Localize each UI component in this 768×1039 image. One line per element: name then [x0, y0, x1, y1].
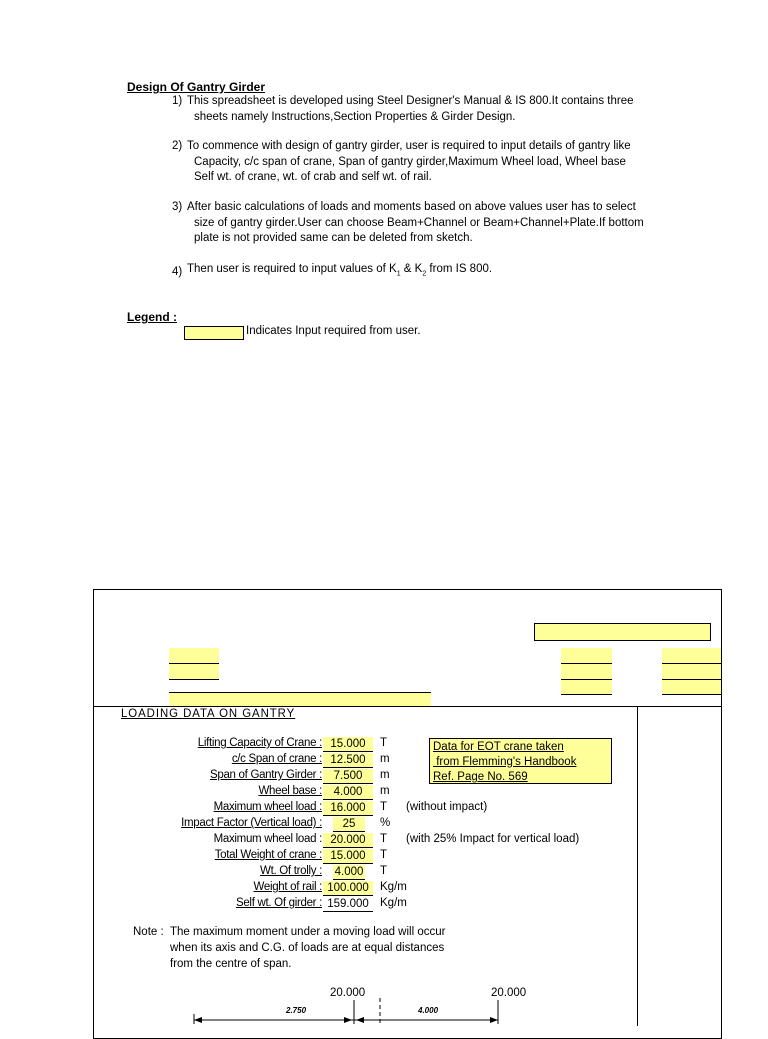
- table-row: [0, 833, 768, 849]
- instruction-number: 2): [172, 140, 183, 152]
- table-row: [0, 769, 768, 785]
- dimension-label-a: 2.750: [286, 1006, 307, 1015]
- right-wheel-load: 20.000: [491, 987, 527, 999]
- row-remark: (without impact): [406, 801, 488, 813]
- note-label: Note :: [133, 926, 164, 938]
- loading-data-table: [0, 737, 768, 912]
- note-line: when its axis and C.G. of loads are at equal distances: [170, 942, 445, 954]
- reference-line: Data for EOT crane taken: [433, 741, 564, 753]
- row-value-input[interactable]: 4.000: [323, 785, 373, 800]
- table-row: [0, 737, 768, 753]
- header-input-cell[interactable]: [561, 680, 612, 695]
- note-line: from the centre of span.: [170, 958, 292, 970]
- subscript: 1: [396, 270, 401, 278]
- table-row: [0, 865, 768, 881]
- row-unit: T: [380, 833, 388, 845]
- header-input-cell[interactable]: [169, 692, 431, 707]
- note-text: [170, 924, 445, 972]
- section-title: LOADING DATA ON GANTRY: [121, 706, 296, 720]
- document-title: Design Of Gantry Girder: [127, 80, 266, 94]
- row-value-input[interactable]: 15.000: [323, 849, 373, 864]
- row-value: 159.000: [323, 897, 373, 912]
- header-input-cell[interactable]: [662, 664, 721, 680]
- instruction-line: After basic calculations of loads and moments based on above values user has to select: [187, 201, 636, 213]
- instruction-number: 4): [172, 266, 183, 278]
- left-wheel-load: 20.000: [330, 987, 366, 999]
- row-value: 20.000: [323, 833, 373, 848]
- header-input-cell[interactable]: [662, 680, 721, 695]
- row-label: Weight of rail :: [253, 881, 322, 893]
- row-label: Maximum wheel load :: [213, 833, 322, 845]
- header-input-cell[interactable]: [561, 664, 612, 680]
- instruction-line: This spreadsheet is developed using Steel Designer's Manual & IS 800.It contains three: [187, 95, 634, 107]
- header-input-cell[interactable]: [662, 648, 721, 664]
- row-value-input[interactable]: 100.000: [323, 881, 373, 896]
- header-input-cell[interactable]: [169, 664, 219, 680]
- row-unit: m: [380, 753, 390, 765]
- arrow-head: [194, 1017, 202, 1023]
- header-input-cell[interactable]: [561, 648, 612, 664]
- row-label: Lifting Capacity of Crane :: [197, 737, 322, 749]
- table-row: [0, 817, 768, 833]
- instruction-number: 1): [172, 95, 183, 107]
- row-value-input[interactable]: 25: [333, 817, 365, 832]
- instruction-number: 3): [172, 201, 183, 213]
- row-unit: m: [380, 769, 390, 781]
- reference-note-box: [429, 738, 612, 784]
- subscript: 2: [422, 270, 427, 278]
- header-input-cell[interactable]: [534, 623, 711, 641]
- instruction-line: To commence with design of gantry girder, user is required to input details of gantry like: [187, 140, 631, 152]
- arrow-head: [490, 1017, 498, 1023]
- legend-input-swatch: [184, 326, 244, 340]
- instruction-line: sheets namely Instructions,Section Properties & Girder Design.: [194, 110, 516, 123]
- row-unit: m: [380, 785, 390, 797]
- row-label: Impact Factor (Vertical load) :: [181, 817, 322, 829]
- instruction-line: plate is not provided same can be deleted from sketch.: [194, 232, 473, 244]
- instruction-line: size of gantry girder.User can choose Beam+Channel or Beam+Channel+Plate.If bottom: [194, 216, 644, 229]
- row-value-input[interactable]: 16.000: [323, 801, 373, 816]
- dimension-label-b: 4.000: [418, 1006, 439, 1015]
- arrow-head: [356, 1017, 364, 1023]
- instruction-line: & K: [400, 263, 423, 275]
- note-line: The maximum moment under a moving load will occur: [170, 926, 446, 938]
- row-label: c/c Span of crane :: [231, 753, 322, 765]
- row-label: Total Weight of crane :: [214, 849, 322, 861]
- row-label: Wt. Of trolly :: [260, 865, 322, 877]
- row-label: Wheel base :: [258, 785, 322, 797]
- instruction-line: Capacity, c/c span of crane, Span of gantry girder,Maximum Wheel load, Wheel base: [194, 155, 626, 168]
- row-value-input[interactable]: 15.000: [323, 737, 373, 752]
- instruction-line: Self wt. of crane, wt. of crab and self wt. of rail.: [194, 171, 432, 183]
- table-row: [0, 881, 768, 897]
- instruction-line: from IS 800.: [426, 263, 493, 275]
- row-unit: T: [380, 737, 388, 749]
- row-value-input[interactable]: 4.000: [334, 866, 364, 878]
- row-unit: T: [380, 849, 388, 861]
- reference-line: from Flemming's Handbook: [433, 756, 577, 768]
- load-diagram: [180, 998, 520, 1024]
- row-label: Maximum wheel load :: [213, 801, 322, 813]
- row-label: Self wt. Of girder :: [235, 897, 322, 909]
- row-value-input[interactable]: 7.500: [323, 769, 373, 784]
- table-row: [0, 753, 768, 769]
- row-unit: Kg/m: [380, 881, 407, 893]
- reference-line: Ref. Page No. 569: [433, 771, 528, 783]
- table-row: [0, 801, 768, 817]
- arrow-head: [344, 1017, 352, 1023]
- table-row: [0, 849, 768, 865]
- legend-text: Indicates Input required from user.: [246, 325, 421, 337]
- row-label: Span of Gantry Girder :: [210, 769, 322, 781]
- table-row: [0, 897, 768, 913]
- row-unit: T: [380, 801, 388, 813]
- row-value-input[interactable]: 12.500: [323, 753, 373, 768]
- table-row: [0, 785, 768, 801]
- instruction-line: Then user is required to input values of K: [187, 263, 397, 275]
- row-unit: Kg/m: [380, 897, 407, 909]
- row-unit: T: [380, 865, 388, 877]
- header-input-cell[interactable]: [169, 648, 219, 664]
- row-remark: (with 25% Impact for vertical load): [406, 833, 580, 845]
- legend-heading: Legend :: [127, 310, 177, 324]
- row-unit: %: [380, 817, 391, 829]
